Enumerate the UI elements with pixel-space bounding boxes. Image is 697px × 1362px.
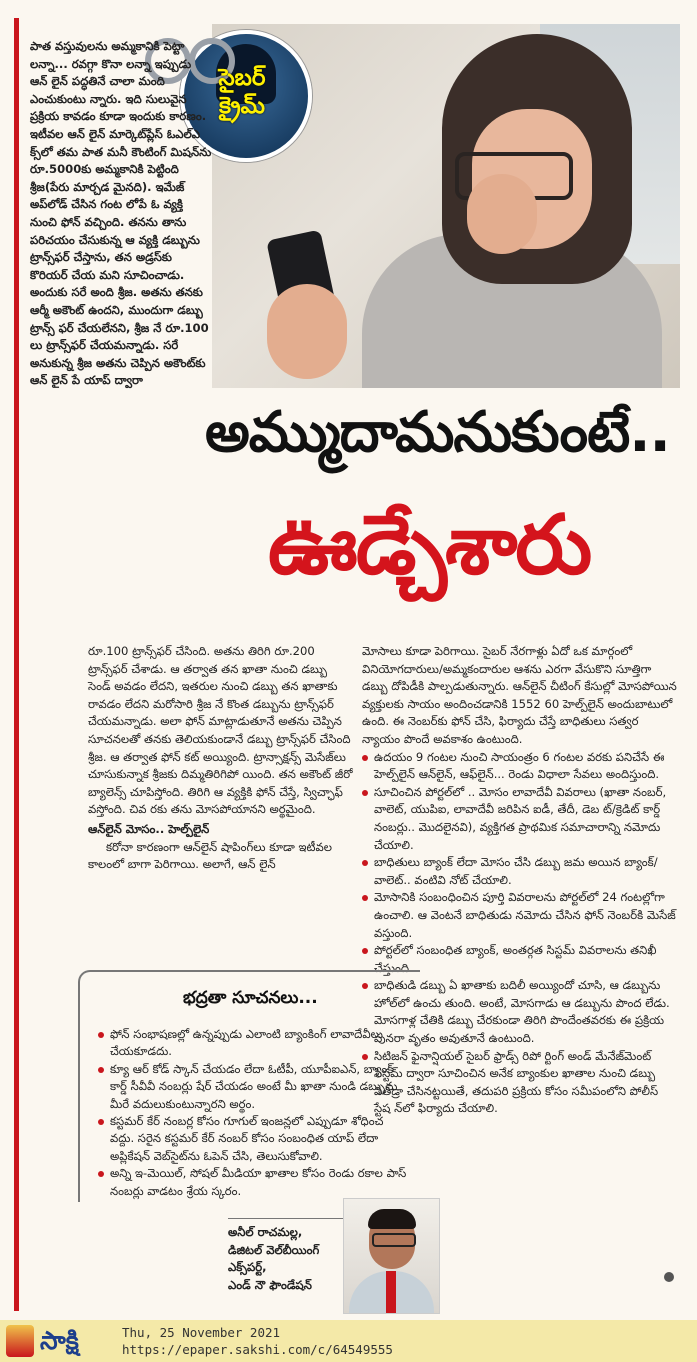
expert-org: ఎండ్ నౌ ఫౌండేషన్ <box>228 1277 312 1292</box>
paragraph: మోసాలు కూడా పెరిగాయి. సైబర్ నేరగాళ్లు ఏదో ఒక మార్గంలో వినియోగదారులు/అమ్మకందారుల ఆశను ఎరగా వేసుకొని సూత్తిగా డబ్బు దోపిడీకి పాల్పడుతున్నారు. ఆన్‌లైన్ చీటింగ్ కేసుల్లో మోసపోయిన వ్యక్తులకు సాయం అందించడానికి 1552 60 హెల్ప్‌లైన్ అందుబాటులో ఉంది. ఈ నెంబర్‌కు ఫోన్ చేసి, ఫిర్యాదు చేస్తే బాధితులు సత్వర న్యాయం పొందే అవకాశం ఉంటుంది. <box>362 644 677 746</box>
headline-line-1: అమ్ముదామనుకుంటే.. <box>205 400 670 465</box>
headline-line-2: ఊడ్చేశారు <box>268 498 591 593</box>
safety-tip: క్యూ ఆర్ కోడ్ స్కాన్ చేయడం లేదా ఓటీపీ, యూపీఐఎన్, బ్యాంక్ కార్డ్ సీవీవీ నంబర్లు షేర్ చేయడం అంటే మీ ఖాతా నుండి డబ్బును మీరే వదులుకుంటున్నారని అర్థం. <box>98 1061 408 1113</box>
left-column-text: పాత వస్తువులను అమ్మకానికి పెట్టా లన్నా... రవగ్గా కొనా లన్నా ఇప్పుడు ఆన్ లైన్ పద్ధతినే చాలా మంది ఎంచుకుంటు న్నారు. ఇది సులువైన ప్రక్రియ కావడం కూడా ఇందుకు కారణం. ఇటీవల ఆన్ లైన్ మార్కెట్‌ప్లేస్ ఓఎల్‌ఎ క్స్‌లో తమ పాత మనీ కౌంటింగ్ మిషన్‌ను రూ.5000కు అమ్మకానికి పెట్టింది శ్రీజ(పేరు మార్చడ మైనది). ఇమేజ్ అప్‌లోడ్ చేసిన గంట లోపే ఓ వ్యక్తి నుంచి ఫోన్ వచ్చింది. తనను తాను పరిచయం చేసుకున్న ఆ వ్యక్తి డబ్బును ట్రాన్స్‌ఫర్ చేస్తాను, తన అడ్రస్‌కు కొరియర్ చేయ మని సూచించాడు. అందుకు సరే అంది శ్రీజ. అతను తనకు ఆర్మీ అకౌంట్ ఉందని, ముందుగా డబ్బు ట్రాన్స్ ఫర్ చేయలేనని, శ్రీజ నే రూ.100 లు ట్రాన్స్‌ఫర్ చేయమన్నాడు. సరే అనుకున్న శ్రీజ అతను చెప్పిన అకౌంట్‌కు ఆన్ లైన్ పే యాప్ ద్వారా <box>30 39 212 388</box>
left-column <box>30 38 212 390</box>
safety-tips-box <box>78 970 418 1200</box>
edition-date: Thu, 25 November 2021 <box>122 1325 281 1340</box>
badge-label: సైబర్ క్రైమ్ <box>218 65 266 119</box>
safety-tip: ఫోన్ సంభాషణల్లో ఉన్నప్పుడు ఎలాంటి బ్యాంకింగ్ లావాదేవీలు చేయకూడదు. <box>98 1026 408 1061</box>
bullet-item: సూచించిన పోర్టల్‌లో .. మోసం లావాదేవీ వివరాలు (ఖాతా నంబర్, వాలెట్, యుపిఐ, లావాదేవీ జరిపిన ఐడీ, తేదీ, డెబ ట్/క్రెడిట్ కార్డ్ నంబర్లు.. మొదలైనవి), వ్యక్తిగత ప్రాథమిక సమాచారాన్ని నమోదు చేయాలి. <box>362 784 677 854</box>
expert-role: ఎక్స్‌పర్ట్, <box>228 1260 267 1275</box>
paragraph: రూ.100 ట్రాన్స్‌ఫర్ చేసింది. అతను తిరిగి రూ.200 ట్రాన్స్‌ఫర్ చేశాడు. ఆ తర్వాత తన ఖాతా నుంచి డబ్బు సెండ్ అవడం లేదని, ఇతరుల నుంచి డబ్బు తన ఖాతాకు రావడం లేదని మరోసారి శ్రీజ నే కొంత డబ్బును ట్రాన్స్‌ఫర్ చేయమన్నాడు. అలా ఫోన్ మాట్లాడుతూనే అతను చెప్పిన సూచనలతో తనకు తెలియకుండానే డబ్బు ట్రాన్స్‌ఫర్ చేసింది శ్రీజ. ఆ తర్వాత ఫోన్ కట్ అయ్యింది. ట్రాన్సాక్షన్స్ మెసేజ్‌లు చూసుకున్నాక శ్రీజకు దిమ్మతిరిగిపో యింది. తన అకౌంట్ జీరో బ్యాలెన్స్ చూపిస్తోంది. తిరిగి ఆ వ్యక్తికి ఫోన్ చేస్తే, స్విచ్ఛాఫ్ వస్తోంది. చివ రకు తను మోసపోయానని అర్థమైంది. <box>88 644 353 817</box>
epaper-url[interactable]: https://epaper.sakshi.com/c/64549555 <box>122 1342 393 1357</box>
bullet-item: బాధితులు బ్యాంక్ లేదా మోసం చేసి డబ్బు జమ అయిన బ్యాంక్/వాలెట్.. వంటివి నోట్ చేయాలి. <box>362 854 677 889</box>
bullet-item: బాధితుడి డబ్బు ఏ ఖాతాకు బదిలీ అయ్యిందో చూసి, ఆ డబ్బును హోల్‌లో ఉంచు తుంది. అంటే, మోసగాడు ఆ డబ్బును పొంద లేడు. మోసగాళ్ల చేతికి డబ్బు చేరకుండా తిరిగి పొందేంతవరకు ఈ ప్రక్రియ పునరా వృతం అవుతూనే ఉంటుంది. <box>362 977 677 1047</box>
safety-tip: కస్టమర్ కేర్ నంబర్ల కోసం గూగుల్ ఇంజన్లలో ఎప్పుడూ శోధించ వద్దు. సరైన కస్టమర్ కేర్ నంబర్ కోసం సంబంధిత యాప్ లేదా అప్లికేషన్ వెబ్‌సైట్‌ను ఓపెన్ చేసి, తెలుసుకోవాలి. <box>98 1113 408 1165</box>
logo-icon <box>6 1325 34 1357</box>
middle-column <box>88 643 353 874</box>
brand-name: సాక్షి <box>40 1326 79 1355</box>
bullet-item: పోర్టల్‌లో సంబంధిత బ్యాంక్, అంతర్గత సిస్టమ్‌ వివరాలను తనిఖీ చేస్తుంది. <box>362 942 677 977</box>
helpline-subhead: ఆన్‌లైన్ మోసం.. హెల్ప్‌లైన్ <box>88 821 210 836</box>
bullet-item: ఉదయం 9 గంటల నుంచి సాయంత్రం 6 గంటల వరకు పనిచేసే ఈ హెల్ప్‌లైన్ ఆన్‌లైన్, ఆఫ్‌లైన్... రెండు విధాలా సేవలు అందిస్తుంది. <box>362 749 677 784</box>
bullet-item: మోసానికి సంబంధించిన పూర్తి వివరాలను పోర్టల్‌లో 24 గంటల్లోగా ఉంచాలి. ఆ వెంటనే బాధితుడు నమోదు చేసిన ఫోన్ నెంబర్‌కి మెసేజ్ వస్తుంది. <box>362 889 677 942</box>
expert-portrait <box>343 1198 440 1314</box>
expert-role: డిజిటల్ వెల్‌బీయింగ్ <box>228 1242 320 1257</box>
paragraph: కరోనా కారణంగా ఆన్‌లైన్ షాపింగ్‌లు కూడా ఇటీవల కాలంలో బాగా పెరిగాయి. అలాగే, ఆన్ లైన్ <box>88 839 332 872</box>
sakshi-logo[interactable] <box>4 1325 116 1357</box>
safety-tip: అన్ని ఇ-మెయిల్, సోషల్ మీడియా ఖాతాల కోసం రెండు రకాల పాస్ నంబర్లు వాడటం శ్రేయ స్కరం. <box>98 1165 408 1200</box>
bullet-item: సిటిజన్ ఫైనాన్షియల్ సైబర్ ఫ్రాడ్స్ రిపో ర్టింగ్ అండ్ మేనేజ్‌మెంట్ సిస్టమ్ ద్వారా సూచించిన అనేక బ్యాంకుల ఖాతాల నుంచి డబ్బు విత్‌డ్రా చేసినట్టయితే, తదుపరి ప్రక్రియ కోసం సమీపంలోని పోలీస్ స్టేష న్‌లో ఫిర్యాదు చేయాలి. <box>362 1048 677 1118</box>
footer-bar <box>0 1320 697 1362</box>
accent-bar <box>14 18 19 1311</box>
expert-name: అనీల్ రాచమల్ల, <box>228 1225 303 1239</box>
end-dot <box>664 1272 674 1282</box>
safety-heading: భద్రతా సూచనలు... <box>183 988 318 1008</box>
